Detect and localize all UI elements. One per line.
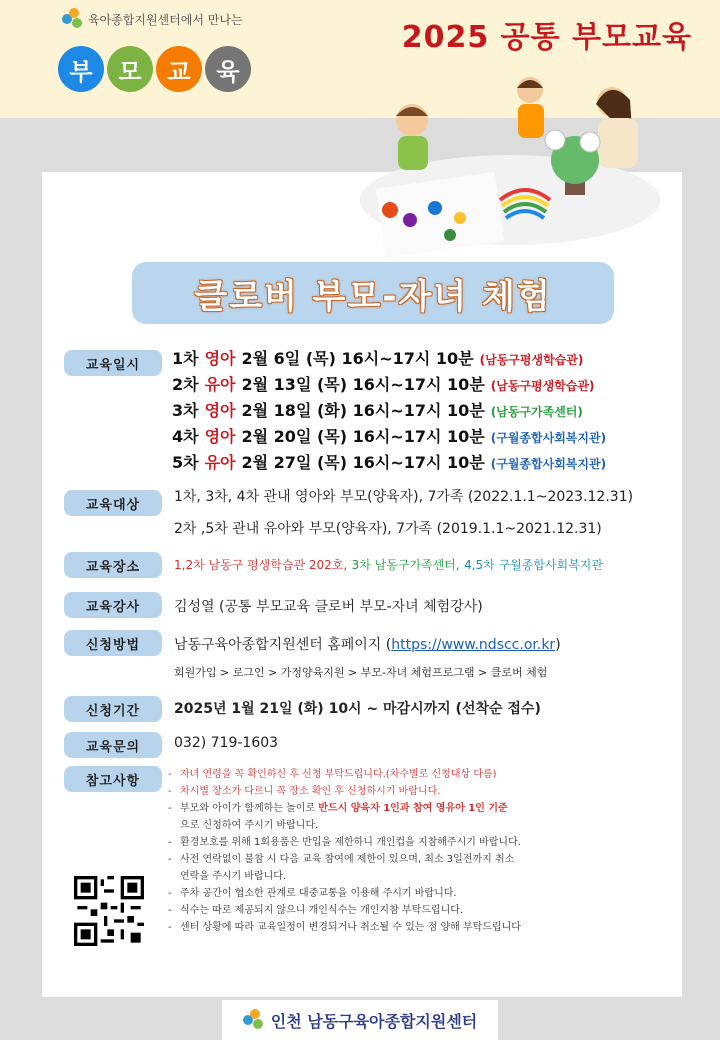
note-item: - 부모와 아이가 함께하는 놀이로 반드시 양육자 1인과 참여 영유아 1인 기준 [168, 803, 508, 814]
schedule-row [172, 372, 606, 398]
note-text: 사전 연락없이 불참 시 다음 교육 참여에 제한이 있으며, 최소 3일전까지 취소 [180, 854, 515, 865]
note-item: - 환경보호를 위해 1회용품은 반입을 제한하니 개인컵을 지참해주시기 바랍니다. [168, 834, 648, 851]
logo-icon [62, 8, 84, 30]
label-apply: 신청방법 [64, 630, 162, 656]
period-text: 2025년 1월 21일 (화) 10시 ~ 마감시까지 (선착순 접수) [174, 701, 541, 717]
note-text: 차시별 장소가 다르니 꼭 장소 확인 후 신청하시기 바랍니다. [180, 786, 441, 797]
schedule-row [172, 450, 606, 476]
session-no: 2차 [172, 375, 199, 394]
session-venue: (구월종합사회복지관) [490, 457, 607, 471]
apply-line-1 [174, 634, 561, 654]
contact-text: 032) 719-1603 [174, 735, 279, 751]
label-place: 교육장소 [64, 552, 162, 578]
session-no: 5차 [172, 453, 199, 472]
note-item-cont [168, 868, 648, 885]
note-text: 으로 신청하여 주시기 바랍니다. [180, 820, 319, 831]
program-banner: 클로버 부모-자녀 체험 [132, 262, 614, 324]
session-type: 영아 [204, 427, 236, 446]
note-text: 주차 공간이 협소한 관계로 대중교통을 이용해 주시기 바랍니다. [180, 888, 457, 899]
apply-line-2: 회원가입 > 로그인 > 가정양육지원 > 부모-자녀 체험프로그램 > 클로버 체험 [174, 666, 548, 679]
note-item: - 자녀 연령을 꼭 확인하신 후 신청 부탁드립니다.(차수별로 신청대상 다름) [168, 766, 648, 783]
schedule-row [172, 346, 606, 372]
session-type: 유아 [204, 453, 236, 472]
schedule-row [172, 424, 606, 450]
place-part-3: 4,5차 구월종합사회복지관 [464, 558, 603, 572]
note-text: 자녀 연령을 꼭 확인하신 후 신청 부탁드립니다.(차수별로 신청대상 다름) [180, 769, 497, 780]
notes-list [168, 766, 648, 936]
place-text [174, 556, 603, 573]
note-text: 부모와 아이가 함께하는 놀이로 [180, 803, 319, 814]
session-no: 4차 [172, 427, 199, 446]
schedule-row [172, 398, 606, 424]
target-line-2: 2차 ,5차 관내 유아와 부모(양육자), 7가족 (2019.1.1~2021.12.31) [174, 521, 602, 537]
page-title: 2025 공통 부모교육 [401, 20, 692, 55]
label-instructor: 교육강사 [64, 592, 162, 618]
center-logo [62, 8, 243, 30]
session-type: 영아 [204, 401, 236, 420]
badge-char: 교 [156, 46, 202, 92]
label-target: 교육대상 [64, 490, 162, 516]
target-line-1: 1차, 3차, 4차 관내 영아와 부모(양육자), 7가족 (2022.1.1~2023.12.31) [174, 489, 634, 505]
parent-education-badges [58, 46, 251, 92]
session-date: 2월 20일 (목) 16시~17시 10분 [241, 427, 485, 446]
badge-char: 부 [58, 46, 104, 92]
homepage-link[interactable]: https://www.ndscc.or.kr [391, 637, 556, 653]
note-item: - 식수는 따로 제공되지 않으니 개인식수는 개인지참 부탁드립니다. [168, 902, 648, 919]
label-date: 교육일시 [64, 350, 162, 376]
session-date: 2월 13일 (목) 16시~17시 10분 [241, 375, 485, 394]
note-item-cont [168, 817, 648, 834]
session-date: 2월 27일 (목) 16시~17시 10분 [241, 453, 485, 472]
note-highlight: 반드시 양육자 1인과 참여 영유아 1인 기준 [318, 803, 508, 814]
note-text: 식수는 따로 제공되지 않으니 개인식수는 개인지참 부탁드립니다. [180, 905, 464, 916]
apply-text-end: ) [555, 637, 561, 653]
instructor-text: 김성열 (공통 부모교육 클로버 부모-자녀 체험강사) [174, 599, 483, 615]
logo-icon [243, 1009, 265, 1031]
note-item: - 차시별 장소가 다르니 꼭 장소 확인 후 신청하시기 바랍니다. [168, 783, 648, 800]
session-venue: (구월종합사회복지관) [490, 431, 607, 445]
note-item: - 주차 공간이 협소한 관계로 대중교통을 이용해 주시기 바랍니다. [168, 885, 648, 902]
badge-char: 모 [107, 46, 153, 92]
note-text: 연락을 주시기 바랍니다. [180, 871, 287, 882]
schedule-list [172, 346, 606, 476]
note-item: - 센터 상황에 따라 교육일정이 변경되거나 취소될 수 있는 점 양해 부탁드립니다 [168, 919, 648, 936]
session-date: 2월 6일 (목) 16시~17시 10분 [241, 349, 474, 368]
place-part-1: 1,2차 남동구 평생학습관 202호, [174, 558, 348, 572]
session-no: 1차 [172, 349, 199, 368]
label-period: 신청기간 [64, 696, 162, 722]
session-type: 영아 [204, 349, 236, 368]
session-venue: (남동구평생학습관) [479, 353, 584, 367]
note-item: - 사전 연락없이 불참 시 다음 교육 참여에 제한이 있으며, 최소 3일전까지 취소 [168, 851, 648, 868]
label-notes: 참고사항 [64, 766, 162, 792]
session-type: 유아 [204, 375, 236, 394]
session-venue: (남동구가족센터) [490, 405, 583, 419]
note-text: 환경보호를 위해 1회용품은 반입을 제한하니 개인컵을 지참해주시기 바랍니다. [180, 837, 521, 848]
session-date: 2월 18일 (화) 16시~17시 10분 [241, 401, 485, 420]
session-no: 3차 [172, 401, 199, 420]
badge-char: 육 [205, 46, 251, 92]
label-contact: 교육문의 [64, 732, 162, 758]
footer-center-name [222, 1000, 498, 1040]
session-venue: (남동구평생학습관) [490, 379, 595, 393]
header-subtitle: 육아종합지원센터에서 만나는 [88, 12, 243, 27]
qr-code[interactable] [74, 876, 144, 946]
place-part-2: 3차 남동구가족센터, [351, 558, 460, 572]
note-text: 센터 상황에 따라 교육일정이 변경되거나 취소될 수 있는 점 양해 부탁드립니다 [180, 922, 521, 933]
apply-text: 남동구육아종합지원센터 홈페이지 ( [174, 637, 392, 653]
footer-text: 인천 남동구육아종합지원센터 [270, 1011, 478, 1031]
family-play-illustration [350, 60, 670, 260]
